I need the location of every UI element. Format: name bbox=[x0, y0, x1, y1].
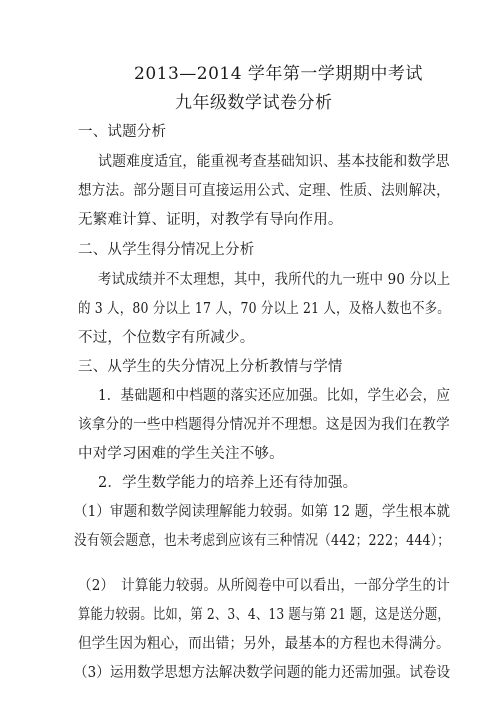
paragraph-line: 2．学生数学能力的培养上还有待加强。 bbox=[98, 475, 358, 491]
document-subtitle: 九年级数学试卷分析 bbox=[175, 93, 333, 113]
paragraph-line: （3）运用数学思想方法解决数学问题的能力还需加强。试卷设 bbox=[74, 665, 451, 681]
paragraph-line: （2） 计算能力较弱。从所阅卷中可以看出，一部分学生的计 bbox=[78, 578, 450, 594]
paragraph-line: 算能力较弱。比如，第 2、3、4、13 题与第 21 题，这是送分题， bbox=[78, 607, 450, 623]
paragraph-line: 没有领会题意，也未考虑到应该有三种情况（442；222；444）； bbox=[74, 533, 451, 549]
paragraph-line: 的 3 人，80 分以上 17 人，70 分以上 21 人，及格人数也不多。 bbox=[78, 301, 450, 317]
section-heading: 一、试题分析 bbox=[78, 124, 167, 140]
paragraph-line: 中对学习困难的学生关注不够。 bbox=[78, 446, 284, 462]
section-heading: 三、从学生的失分情况上分析教情与学情 bbox=[78, 359, 343, 375]
paragraph-line: 试题难度适宜，能重视考查基础知识、基本技能和数学思 bbox=[98, 154, 450, 170]
paragraph-line: 不过，个位数字有所减少。 bbox=[78, 330, 255, 346]
paragraph-line: 考试成绩并不太理想，其中，我所代的九一班中 90 分以上 bbox=[98, 272, 451, 288]
paragraph-line: 想方法。部分题目可直接运用公式、定理、性质、法则解决， bbox=[78, 183, 450, 199]
document-title: 2013—2014 学年第一学期期中考试 bbox=[134, 64, 423, 84]
paragraph-line: （1）审题和数学阅读理解能力较弱。如第 12 题，学生根本就 bbox=[74, 504, 451, 520]
section-heading: 二、从学生得分情况上分析 bbox=[78, 242, 255, 258]
paragraph-line: 该拿分的一些中档题得分情况并不理想。这是因为我们在教学 bbox=[78, 417, 450, 433]
paragraph-line: 但学生因为粗心，而出错；另外，最基本的方程也未得满分。 bbox=[78, 636, 450, 652]
paragraph-line: 无繁难计算、证明，对教学有导向作用。 bbox=[78, 212, 343, 228]
paragraph-line: 1．基础题和中档题的落实还应加强。比如，学生必会，应 bbox=[98, 388, 451, 404]
